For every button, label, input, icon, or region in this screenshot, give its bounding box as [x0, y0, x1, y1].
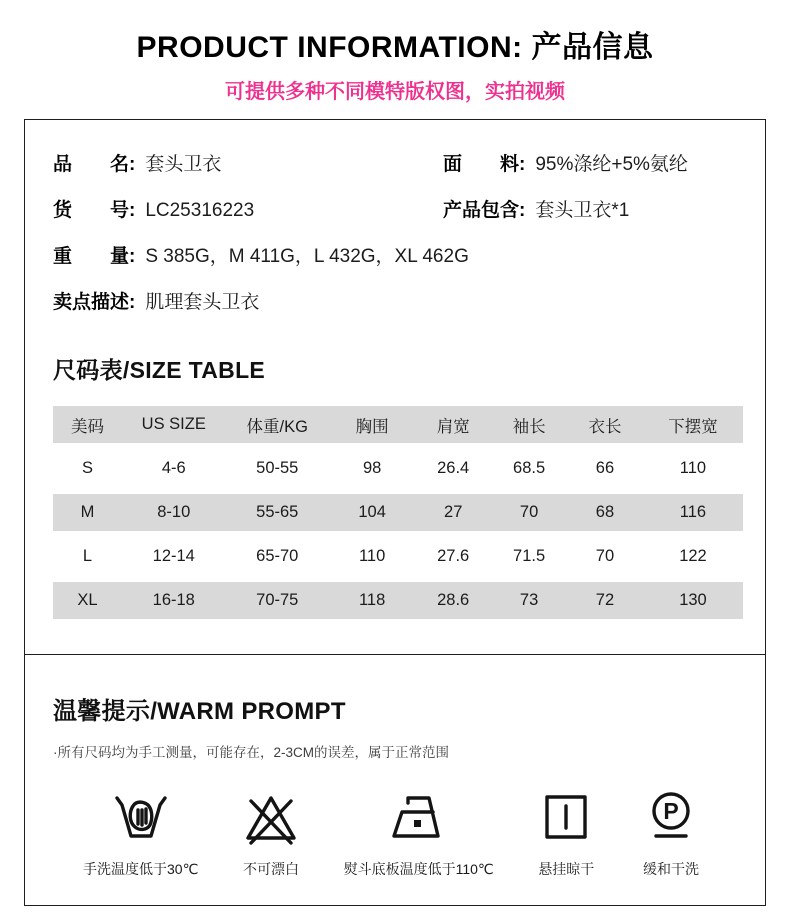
field-label: 产品包含:: [443, 200, 526, 221]
field-label: 面 料:: [443, 154, 526, 175]
care-item-iron: [344, 785, 494, 879]
warm-prompt-section: [25, 654, 765, 905]
field-item-number: [53, 188, 443, 234]
field-label: 卖点描述:: [53, 292, 136, 313]
size-table-cell: 130: [643, 582, 743, 619]
size-table-cell: S: [81, 459, 93, 477]
size-table: [53, 399, 743, 626]
size-table-cell: 4-6: [161, 459, 186, 477]
field-fabric: [443, 142, 743, 188]
field-value: S 385G，M 411G，L 432G，XL 462G: [145, 246, 469, 267]
size-table-cell: XL: [53, 582, 122, 619]
size-table-header-cell: 肩宽: [415, 406, 491, 443]
size-table-cell: 27.6: [437, 547, 470, 565]
field-value: 套头卫衣: [145, 154, 222, 175]
size-table-cell: 71.5: [513, 547, 546, 565]
size-table-body: [53, 450, 743, 619]
size-table-cell: 12-14: [152, 547, 195, 565]
size-table-cell: 118: [329, 582, 415, 619]
field-package-contains: [443, 188, 743, 234]
size-table-header-cell: 下摆宽: [643, 406, 743, 443]
size-table-cell: 28.6: [415, 582, 491, 619]
size-table-cell: 116: [643, 494, 743, 531]
size-table-header-cell: 体重/KG: [226, 406, 330, 443]
field-value: 套头卫衣*1: [535, 200, 630, 221]
care-item-hand-wash: [83, 785, 198, 879]
size-table-cell: 73: [491, 582, 567, 619]
size-table-row-M: [53, 494, 743, 531]
field-value: 95%涤纶+5%氨纶: [535, 154, 688, 175]
care-item-no-bleach: [239, 785, 303, 879]
size-table-cell: 110: [679, 459, 707, 477]
size-table-cell: 72: [567, 582, 643, 619]
size-table-row-XL: [53, 582, 743, 619]
size-table-header-cell: 美码: [53, 406, 122, 443]
field-value: LC25316223: [145, 200, 255, 221]
care-item-hang-dry: [534, 785, 598, 879]
size-table-cell: 68: [567, 494, 643, 531]
page-subtitle: 可提供多种不同模特版权图，实拍视频: [225, 81, 565, 103]
warm-prompt-note: ·所有尺码均为手工测量，可能存在，2-3CM的误差，属于正常范围: [53, 745, 450, 760]
size-table-cell: 70: [595, 547, 615, 565]
no-bleach-icon: [239, 785, 303, 849]
field-value: 肌理套头卫衣: [145, 292, 260, 313]
field-weight: [53, 234, 743, 280]
content-box: [24, 119, 766, 906]
size-table-row-S: [53, 450, 743, 487]
care-label: 缓和干洗: [642, 861, 699, 877]
size-table-cell: 65-70: [256, 547, 299, 565]
size-table-cell: L: [82, 547, 93, 565]
field-label: 品 名:: [53, 154, 136, 175]
product-info-grid: [53, 142, 743, 326]
size-table-cell: 122: [679, 547, 707, 565]
size-table-cell: 66: [595, 459, 615, 477]
size-table-title: 尺码表/SIZE TABLE: [53, 357, 266, 383]
care-label: 悬挂晾干: [538, 861, 595, 877]
size-table-header-cell: 胸围: [329, 406, 415, 443]
care-icons-row: [53, 785, 743, 879]
field-label: 重 量:: [53, 246, 136, 267]
field-selling-point: [53, 280, 743, 326]
care-label: 手洗温度低于30℃: [83, 861, 199, 877]
size-table-cell: 8-10: [122, 494, 226, 531]
size-table-header-cell: 衣长: [567, 406, 643, 443]
iron-low-temp-icon: [387, 785, 451, 849]
header: [0, 0, 790, 104]
size-table-header-cell: 袖长: [491, 406, 567, 443]
size-table-header-row: [53, 406, 743, 443]
care-item-dry-clean: [639, 785, 703, 879]
size-table-head: [53, 406, 743, 443]
care-label: 不可漂白: [242, 861, 299, 877]
size-table-cell: 110: [358, 547, 386, 565]
size-table-cell: 104: [329, 494, 415, 531]
care-label: 熨斗底板温度低于110℃: [343, 861, 494, 877]
size-table-cell: 26.4: [437, 459, 470, 477]
hang-dry-icon: [534, 785, 598, 849]
gentle-dry-clean-icon: [639, 785, 703, 849]
hand-wash-icon: [109, 785, 173, 849]
page-title: PRODUCT INFORMATION: 产品信息: [136, 31, 654, 64]
product-info-section: [25, 120, 765, 654]
size-table-cell: 68.5: [513, 459, 546, 477]
size-table-cell: M: [53, 494, 122, 531]
size-table-cell: 98: [362, 459, 382, 477]
svg-text:P: P: [663, 798, 679, 824]
size-table-row-L: [53, 538, 743, 575]
size-table-cell: 70-75: [226, 582, 330, 619]
size-table-cell: 16-18: [122, 582, 226, 619]
size-table-cell: 55-65: [226, 494, 330, 531]
size-table-header-cell: US SIZE: [122, 406, 226, 443]
warm-prompt-title: 温馨提示/WARM PROMPT: [53, 698, 346, 725]
size-table-cell: 70: [491, 494, 567, 531]
field-product-name: [53, 142, 443, 188]
field-label: 货 号:: [53, 200, 136, 221]
size-table-cell: 50-55: [256, 459, 299, 477]
size-table-cell: 27: [415, 494, 491, 531]
